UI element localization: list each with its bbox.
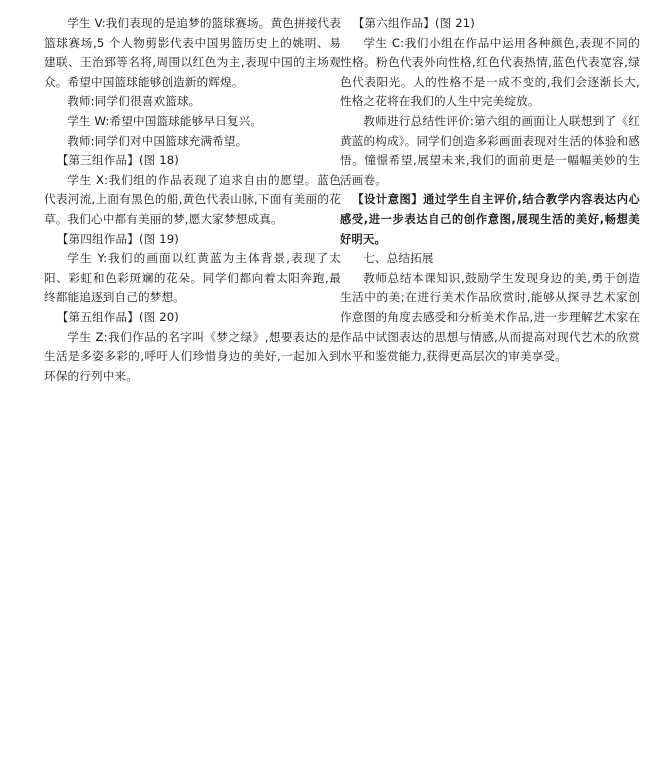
left-column bbox=[44, 14, 341, 386]
student-z-paragraph: 学生 Z:我们作品的名字叫《梦之绿》,想要表达的是生活是多姿多彩的,呼吁人们珍惜身边的美好,一起加入到环保的行列中来。 bbox=[44, 329, 341, 383]
group-3-heading: 【第三组作品】(图 18) bbox=[56, 153, 179, 168]
student-y-paragraph: 学生 Y:我们的画面以红黄蓝为主体背景,表现了太阳、彩虹和色彩斑斓的花朵。同学们都向着太阳奔跑,最终都能追逐到自己的梦想。 bbox=[44, 251, 341, 305]
student-w-paragraph: 学生 W:希望中国篮球能够早日复兴。 bbox=[67, 113, 263, 128]
student-x-paragraph: 学生 X:我们组的作品表现了追求自由的愿望。蓝色代表河流,上面有黑色的船,黄色代表山脉,下面有美丽的花草。我们心中都有美丽的梦,愿大家梦想成真。 bbox=[44, 172, 341, 226]
right-column bbox=[340, 14, 640, 367]
group-6-heading: 【第六组作品】(图 21) bbox=[352, 16, 475, 30]
student-c-paragraph: 学生 C:我们小组在作品中运用各种颜色,表现不同的性格。粉色代表外向性格,红色代表热情,蓝色代表宽容,绿色代表阳光。人的性格不是一成不变的,我们会逐渐长大,性格之花将在我们的人生中完美绽放。 bbox=[340, 35, 640, 109]
teacher-summary-evaluation: 教师进行总结性评价:第六组的画面让人联想到了《红黄蓝的构成》。同学们创造多彩画面表现对生活的体验和感悟。憧憬希望,展望未来,我们的面前更是一幅幅美妙的生活画卷。 bbox=[340, 113, 640, 187]
group-4-heading: 【第四组作品】(图 19) bbox=[56, 231, 179, 246]
group-5-heading: 【第五组作品】(图 20) bbox=[56, 309, 179, 324]
student-v-paragraph: 学生 V:我们表现的是追梦的篮球赛场。黄色拼接代表篮球赛场,5 个人物剪影代表中国男篮历史上的姚明、易建联、王治郅等名将,周围以红色为主,表现中国的主场观众。希望中国篮球能够创造新的辉煌。 bbox=[44, 16, 341, 89]
section-7-heading: 七、总结拓展 bbox=[363, 251, 434, 266]
teacher-comment-basketball: 教师:同学们很喜欢篮球。 bbox=[67, 94, 201, 109]
conclusion-paragraph: 教师总结本课知识,鼓励学生发现身边的美,勇于创造生活中的美;在进行美术作品欣赏时,能够从探寻艺术家创作意图的角度去感受和分析美术作品,进一步理解艺术家在作品中试图表达的思想与情感,从而提高对现代艺术的欣赏水平和鉴赏能力,获得更高层次的审美享受。 bbox=[340, 270, 640, 364]
teacher-comment-hope: 教师:同学们对中国篮球充满希望。 bbox=[67, 133, 248, 148]
design-intent-paragraph: 【设计意图】通过学生自主评价,结合教学内容表达内心感受,进一步表达自己的创作意图,展现生活的美好,畅想美好明天。 bbox=[340, 193, 640, 246]
